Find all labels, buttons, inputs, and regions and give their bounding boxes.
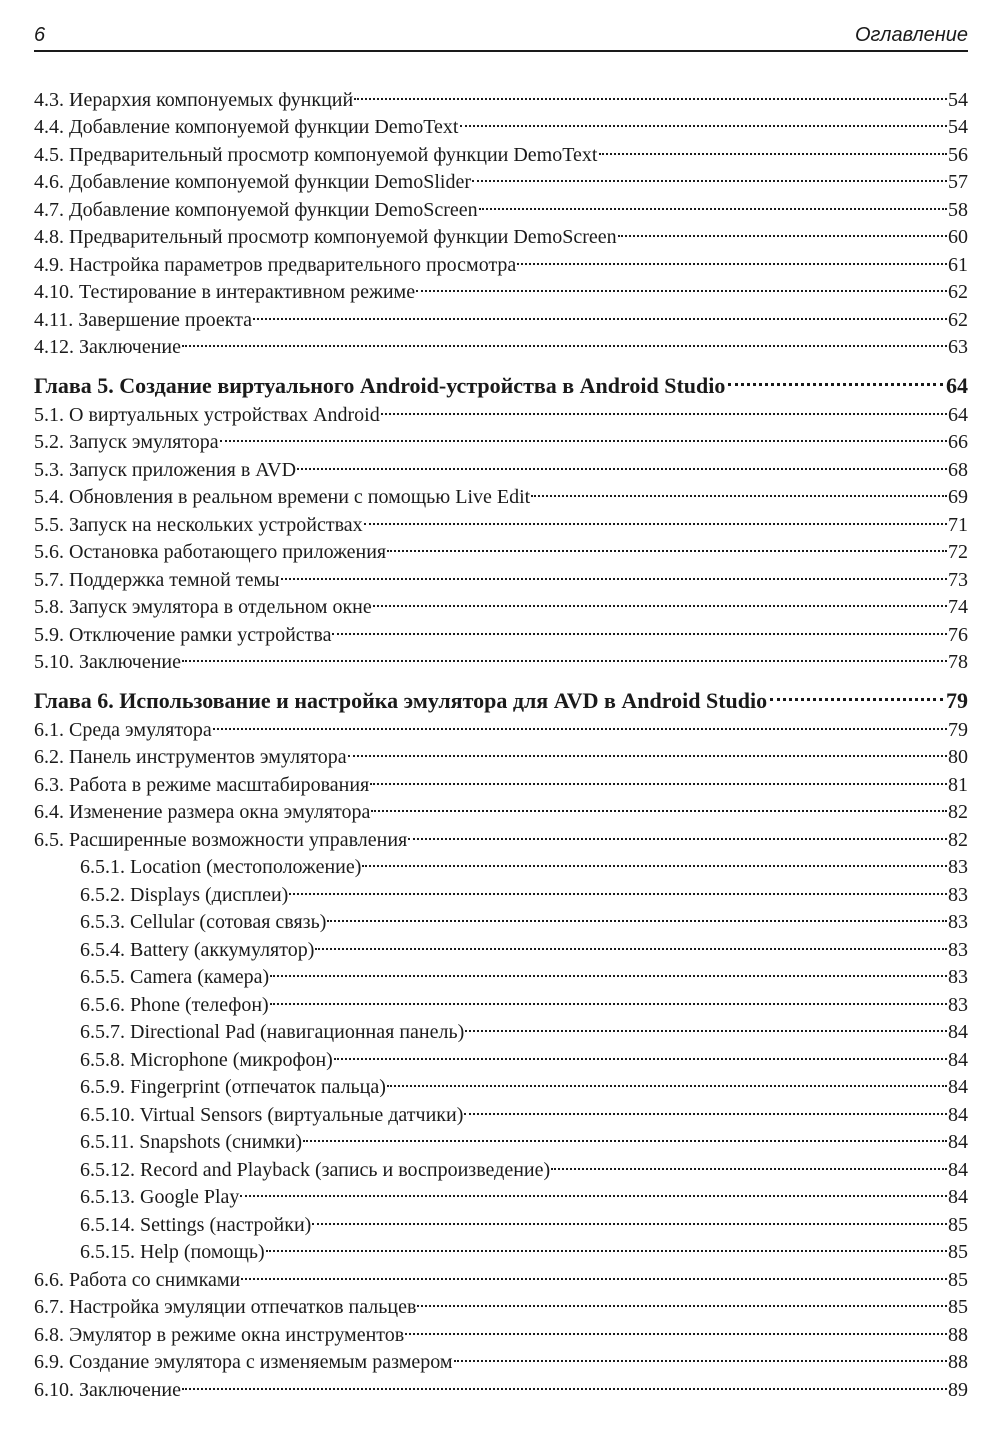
- dot-leader: [551, 1148, 947, 1176]
- chapter-title: Глава 6. Использование и настройка эмулятора для AVD в Android Studio: [34, 688, 768, 713]
- entry-title: 4.10. Тестирование в интерактивном режиме: [34, 281, 416, 303]
- entry-title: 6.5.10. Virtual Sensors (виртуальные датчики): [80, 1103, 464, 1126]
- entry-page-number: 54: [948, 88, 968, 111]
- dot-leader: [728, 363, 943, 393]
- entry-title: 6.9. Создание эмулятора с изменяемым размером: [34, 1351, 453, 1373]
- entry-page-number: 84: [948, 1131, 968, 1153]
- entry-title: 5.1. О виртуальных устройствах Android: [34, 403, 380, 426]
- entry-page-number: 71: [948, 513, 968, 536]
- dot-leader: [531, 476, 947, 504]
- entry-title: 6.5.9. Fingerprint (отпечаток пальца): [80, 1076, 386, 1098]
- dot-leader: [362, 846, 947, 874]
- toc-entry[interactable]: [34, 78, 968, 111]
- entry-title: 5.5. Запуск на нескольких устройствах: [34, 513, 363, 536]
- entry-page-number: 61: [948, 253, 968, 276]
- entry-page-number: 83: [948, 966, 968, 988]
- dot-leader: [472, 161, 947, 189]
- entry-title: 6.5.8. Microphone (микрофон): [80, 1048, 333, 1071]
- entry-page-number: 84: [948, 1021, 968, 1043]
- dot-leader: [599, 133, 948, 161]
- dot-leader: [517, 243, 947, 271]
- entry-page-number: 73: [948, 568, 968, 591]
- entry-title: 6.10. Заключение: [34, 1378, 181, 1401]
- dot-leader: [465, 1011, 947, 1039]
- entry-page-number: 54: [948, 116, 968, 138]
- entry-title: 6.5.14. Settings (настройки): [80, 1213, 312, 1236]
- entry-page-number: 85: [948, 1296, 968, 1318]
- dot-leader: [387, 1066, 947, 1094]
- entry-page-number: 85: [948, 1268, 968, 1291]
- toc-chapter-heading[interactable]: [34, 678, 968, 713]
- entry-title: 4.7. Добавление компонуемой функции DemoScreen: [34, 198, 478, 221]
- entry-page-number: 88: [948, 1351, 968, 1373]
- entry-page-number: 63: [948, 336, 968, 358]
- entry-title: 4.5. Предварительный просмотр компонуемой функции DemoText: [34, 143, 598, 166]
- entry-title: 6.5.7. Directional Pad (навигационная панель): [80, 1021, 465, 1043]
- entry-page-number: 81: [948, 773, 968, 796]
- entry-page-number: 58: [948, 198, 968, 221]
- entry-title: 5.10. Заключение: [34, 651, 181, 673]
- dot-leader: [348, 736, 947, 764]
- dot-leader: [289, 873, 947, 901]
- dot-leader: [405, 1313, 947, 1341]
- entry-page-number: 57: [948, 171, 968, 193]
- dot-leader: [454, 1341, 948, 1369]
- entry-title: 6.2. Панель инструментов эмулятора: [34, 746, 347, 768]
- entry-page-number: 88: [948, 1323, 968, 1346]
- dot-leader: [381, 393, 947, 421]
- entry-title: 5.2. Запуск эмулятора: [34, 431, 219, 453]
- entry-title: 6.5.6. Phone (телефон): [80, 993, 269, 1016]
- chapter-page-number: 79: [946, 688, 968, 713]
- dot-leader: [373, 586, 947, 614]
- entry-page-number: 80: [948, 746, 968, 768]
- header-page-number: 6: [34, 24, 46, 46]
- entry-title: 6.5.3. Cellular (сотовая связь): [80, 911, 327, 933]
- dot-leader: [253, 298, 947, 326]
- dot-leader: [464, 1093, 947, 1121]
- entry-title: 5.7. Поддержка темной темы: [34, 568, 280, 591]
- entry-title: 5.4. Обновления в реальном времени с помощью Live Edit: [34, 486, 531, 508]
- entry-page-number: 89: [948, 1378, 968, 1401]
- entry-page-number: 56: [948, 143, 968, 166]
- entry-title: 6.5.13. Google Play: [80, 1186, 240, 1208]
- entry-page-number: 83: [948, 993, 968, 1016]
- entry-title: 6.4. Изменение размера окна эмулятора: [34, 801, 371, 823]
- entry-title: 5.8. Запуск эмулятора в отдельном окне: [34, 596, 372, 618]
- dot-leader: [479, 188, 947, 216]
- entry-page-number: 83: [948, 911, 968, 933]
- entry-page-number: 68: [948, 458, 968, 481]
- dot-leader: [408, 818, 947, 846]
- entry-page-number: 84: [948, 1076, 968, 1098]
- entry-page-number: 85: [948, 1213, 968, 1236]
- entry-title: 6.1. Среда эмулятора: [34, 718, 212, 741]
- entry-title: 5.9. Отключение рамки устройства: [34, 623, 332, 646]
- entry-title: 5.6. Остановка работающего приложения: [34, 541, 387, 563]
- dot-leader: [460, 106, 948, 134]
- dot-leader: [240, 1176, 947, 1204]
- dot-leader: [312, 1203, 947, 1231]
- entry-page-number: 82: [948, 801, 968, 823]
- dot-leader: [281, 558, 947, 586]
- entry-title: 6.7. Настройка эмуляции отпечатков пальцев: [34, 1296, 417, 1318]
- entry-page-number: 79: [948, 718, 968, 741]
- dot-leader: [334, 1038, 947, 1066]
- dot-leader: [266, 1231, 947, 1259]
- entry-title: 6.5.12. Record and Playback (запись и воспроизведение): [80, 1158, 551, 1181]
- dot-leader: [770, 678, 943, 708]
- entry-title: 6.6. Работа со снимками: [34, 1268, 241, 1291]
- table-of-contents: [34, 78, 968, 1401]
- entry-title: 6.5. Расширенные возможности управления: [34, 828, 408, 851]
- entry-title: 4.11. Завершение проекта: [34, 308, 253, 331]
- dot-leader: [370, 763, 947, 791]
- dot-leader: [297, 448, 947, 476]
- dot-leader: [387, 531, 947, 559]
- dot-leader: [332, 613, 947, 641]
- entry-page-number: 82: [948, 828, 968, 851]
- entry-title: 4.6. Добавление компонуемой функции DemoSlider: [34, 171, 472, 193]
- entry-page-number: 78: [948, 651, 968, 673]
- entry-page-number: 62: [948, 281, 968, 303]
- dot-leader: [315, 928, 947, 956]
- entry-page-number: 69: [948, 486, 968, 508]
- entry-page-number: 66: [948, 431, 968, 453]
- entry-page-number: 62: [948, 308, 968, 331]
- entry-title: 6.5.5. Camera (камера): [80, 966, 270, 988]
- entry-page-number: 84: [948, 1186, 968, 1208]
- entry-title: 5.3. Запуск приложения в AVD: [34, 458, 297, 481]
- dot-leader: [182, 641, 947, 669]
- entry-page-number: 83: [948, 883, 968, 906]
- entry-page-number: 83: [948, 938, 968, 961]
- chapter-page-number: 64: [946, 373, 968, 398]
- entry-title: 6.5.15. Help (помощь): [80, 1241, 265, 1263]
- entry-page-number: 84: [948, 1048, 968, 1071]
- toc-chapter-heading[interactable]: [34, 363, 968, 398]
- dot-leader: [270, 983, 947, 1011]
- dot-leader: [270, 956, 947, 984]
- entry-page-number: 84: [948, 1103, 968, 1126]
- dot-leader: [327, 901, 947, 929]
- entry-title: 6.5.2. Displays (дисплеи): [80, 883, 289, 906]
- dot-leader: [364, 503, 947, 531]
- entry-title: 4.4. Добавление компонуемой функции DemoText: [34, 116, 459, 138]
- entry-title: 6.5.4. Battery (аккумулятор): [80, 938, 315, 961]
- entry-page-number: 84: [948, 1158, 968, 1181]
- dot-leader: [303, 1121, 947, 1149]
- entry-page-number: 64: [948, 403, 968, 426]
- entry-title: 4.9. Настройка параметров предварительного просмотра: [34, 253, 517, 276]
- dot-leader: [371, 791, 947, 819]
- entry-page-number: 85: [948, 1241, 968, 1263]
- entry-title: 4.8. Предварительный просмотр компонуемой функции DemoScreen: [34, 226, 617, 248]
- dot-leader: [220, 421, 947, 449]
- dot-leader: [417, 1286, 947, 1314]
- entry-title: 6.5.11. Snapshots (снимки): [80, 1131, 303, 1153]
- entry-page-number: 60: [948, 226, 968, 248]
- header-title: Оглавление: [854, 24, 968, 46]
- entry-page-number: 83: [948, 856, 968, 878]
- entry-title: 6.5.1. Location (местоположение): [80, 856, 362, 878]
- dot-leader: [416, 271, 947, 299]
- dot-leader: [241, 1258, 947, 1286]
- dot-leader: [213, 708, 947, 736]
- dot-leader: [354, 78, 947, 106]
- entry-title: 4.3. Иерархия компонуемых функций: [34, 88, 354, 111]
- entry-title: 4.12. Заключение: [34, 336, 181, 358]
- dot-leader: [182, 1368, 947, 1396]
- chapter-title: Глава 5. Создание виртуального Android-устройства в Android Studio: [34, 373, 726, 398]
- entry-title: 6.3. Работа в режиме масштабирования: [34, 773, 370, 796]
- entry-page-number: 72: [948, 541, 968, 563]
- entry-page-number: 76: [948, 623, 968, 646]
- dot-leader: [618, 216, 947, 244]
- running-header: [34, 20, 968, 52]
- entry-title: 6.8. Эмулятор в режиме окна инструментов: [34, 1323, 405, 1346]
- entry-page-number: 74: [948, 596, 968, 618]
- dot-leader: [182, 326, 947, 354]
